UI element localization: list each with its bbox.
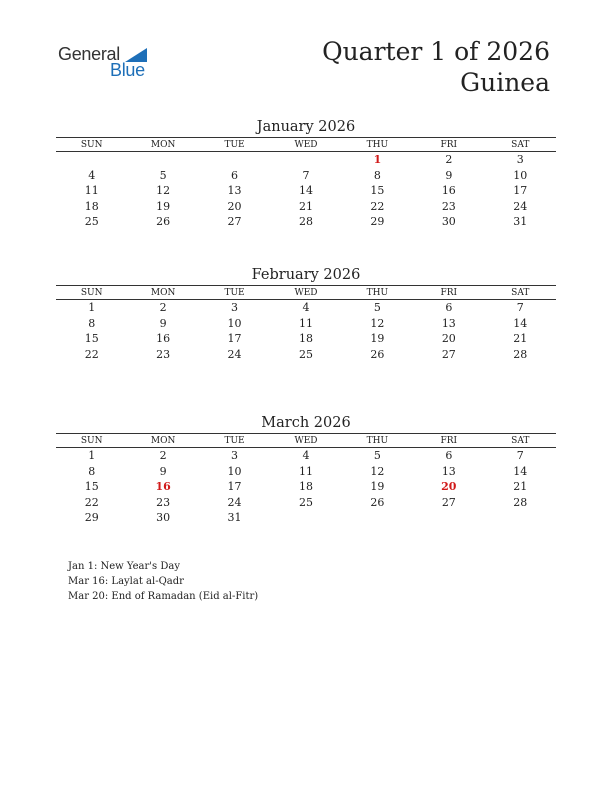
day-cell: 24	[227, 347, 242, 361]
day-cell: 12	[370, 464, 385, 478]
week-row	[56, 347, 556, 363]
week-row	[56, 183, 556, 199]
day-cell: 30	[441, 215, 456, 229]
weekday-header: FRI	[413, 138, 484, 152]
day-cell: 15	[84, 480, 99, 494]
day-cell: 17	[227, 332, 242, 346]
day-cell: 27	[441, 495, 456, 509]
week-row	[56, 464, 556, 480]
month-title: March 2026	[261, 415, 351, 431]
day-cell: 15	[84, 332, 99, 346]
day-cell: 6	[445, 301, 453, 315]
day-cell: 1	[88, 301, 96, 315]
day-cell: 31	[513, 215, 528, 229]
day-cell: 28	[513, 495, 528, 509]
day-cell: 13	[441, 464, 456, 478]
month-grid	[56, 285, 556, 362]
month-calendar	[56, 265, 556, 362]
day-cell: 16	[441, 184, 456, 198]
day-cell: 10	[227, 316, 242, 330]
day-cell: 14	[513, 316, 528, 330]
day-cell: 6	[231, 168, 239, 182]
week-row	[56, 168, 556, 184]
day-cell: 7	[516, 301, 524, 315]
day-cell: 7	[302, 168, 310, 182]
empty-day-cell	[413, 510, 484, 526]
day-cell: 11	[298, 316, 313, 330]
weekday-header: WED	[270, 434, 341, 448]
day-cell: 11	[84, 184, 99, 198]
day-cell: 2	[159, 449, 167, 463]
day-cell: 18	[298, 332, 313, 346]
holiday-note: Jan 1: New Year's Day	[68, 561, 180, 572]
day-cell: 21	[298, 199, 313, 213]
day-cell: 3	[231, 449, 239, 463]
day-cell: 22	[84, 495, 99, 509]
day-cell: 20	[441, 332, 456, 346]
empty-day-cell	[127, 152, 198, 168]
day-cell: 2	[445, 153, 453, 167]
day-cell: 8	[88, 464, 96, 478]
day-cell: 25	[298, 347, 313, 361]
day-cell: 10	[227, 464, 242, 478]
day-cell: 27	[227, 215, 242, 229]
empty-day-cell	[270, 510, 341, 526]
week-row	[56, 479, 556, 495]
weekday-header: TUE	[199, 434, 270, 448]
day-cell: 26	[370, 347, 385, 361]
holiday-day-cell: 1	[373, 153, 382, 167]
logo-text-general: General	[58, 44, 120, 64]
page-title	[322, 36, 550, 98]
weekday-header: THU	[342, 434, 413, 448]
week-row	[56, 495, 556, 511]
day-cell: 7	[516, 449, 524, 463]
week-row	[56, 152, 556, 168]
weekday-header: TUE	[199, 286, 270, 300]
day-cell: 25	[298, 495, 313, 509]
weekday-header: WED	[270, 286, 341, 300]
weekday-header: THU	[342, 286, 413, 300]
empty-day-cell	[270, 152, 341, 168]
day-cell: 22	[84, 347, 99, 361]
day-cell: 4	[302, 449, 310, 463]
day-cell: 12	[370, 316, 385, 330]
day-cell: 29	[370, 215, 385, 229]
day-cell: 19	[370, 332, 385, 346]
day-cell: 25	[84, 215, 99, 229]
weekday-header: MON	[127, 138, 198, 152]
month-grid	[56, 137, 556, 230]
day-cell: 8	[373, 168, 381, 182]
holiday-notes	[68, 559, 258, 604]
day-cell: 31	[227, 511, 242, 525]
week-row	[56, 331, 556, 347]
logo-text-blue: Blue	[110, 60, 145, 80]
title-country: Guinea	[460, 68, 550, 97]
day-cell: 21	[513, 332, 528, 346]
day-cell: 5	[159, 168, 167, 182]
day-cell: 22	[370, 199, 385, 213]
day-cell: 18	[298, 480, 313, 494]
month-grid	[56, 433, 556, 526]
empty-day-cell	[56, 152, 127, 168]
day-cell: 24	[227, 495, 242, 509]
empty-day-cell	[485, 510, 556, 526]
week-row	[56, 214, 556, 230]
empty-day-cell	[199, 152, 270, 168]
day-cell: 21	[513, 480, 528, 494]
weekday-header: SUN	[56, 138, 127, 152]
month-title: January 2026	[256, 119, 356, 135]
day-cell: 20	[227, 199, 242, 213]
day-cell: 4	[302, 301, 310, 315]
week-row	[56, 316, 556, 332]
day-cell: 18	[84, 199, 99, 213]
weekday-header: SUN	[56, 434, 127, 448]
holiday-note: Mar 16: Laylat al-Qadr	[68, 576, 184, 587]
title-quarter: Quarter 1 of 2026	[322, 37, 550, 66]
day-cell: 19	[156, 199, 171, 213]
day-cell: 28	[513, 347, 528, 361]
day-cell: 2	[159, 301, 167, 315]
day-cell: 4	[88, 168, 96, 182]
empty-day-cell	[342, 510, 413, 526]
day-cell: 5	[373, 449, 381, 463]
week-row	[56, 300, 556, 316]
day-cell: 10	[513, 168, 528, 182]
day-cell: 24	[513, 199, 528, 213]
weekday-header: FRI	[413, 434, 484, 448]
day-cell: 9	[445, 168, 453, 182]
month-title: February 2026	[251, 267, 361, 283]
day-cell: 5	[373, 301, 381, 315]
weekday-header: SUN	[56, 286, 127, 300]
day-cell: 9	[159, 464, 167, 478]
week-row	[56, 510, 556, 526]
holiday-note: Mar 20: End of Ramadan (Eid al-Fitr)	[68, 591, 259, 602]
week-row	[56, 199, 556, 215]
month-calendar	[56, 413, 556, 526]
weekday-header: SAT	[485, 138, 556, 152]
day-cell: 6	[445, 449, 453, 463]
day-cell: 28	[298, 215, 313, 229]
day-cell: 26	[370, 495, 385, 509]
day-cell: 11	[298, 464, 313, 478]
day-cell: 15	[370, 184, 385, 198]
day-cell: 1	[88, 449, 96, 463]
month-calendar	[56, 117, 556, 230]
day-cell: 26	[156, 215, 171, 229]
day-cell: 9	[159, 316, 167, 330]
day-cell: 17	[227, 480, 242, 494]
day-cell: 30	[156, 511, 171, 525]
day-cell: 13	[227, 184, 242, 198]
day-cell: 14	[298, 184, 313, 198]
day-cell: 3	[231, 301, 239, 315]
weekday-header: MON	[127, 286, 198, 300]
day-cell: 29	[84, 511, 99, 525]
day-cell: 23	[441, 199, 456, 213]
weekday-header: WED	[270, 138, 341, 152]
day-cell: 19	[370, 480, 385, 494]
weekday-header: SAT	[485, 286, 556, 300]
weekday-header: TUE	[199, 138, 270, 152]
day-cell: 27	[441, 347, 456, 361]
day-cell: 13	[441, 316, 456, 330]
weekday-header: SAT	[485, 434, 556, 448]
holiday-day-cell: 16	[155, 480, 171, 494]
weekday-header: MON	[127, 434, 198, 448]
week-row	[56, 448, 556, 464]
day-cell: 14	[513, 464, 528, 478]
holiday-day-cell: 20	[441, 480, 457, 494]
generalblue-logo	[58, 44, 158, 84]
day-cell: 3	[516, 153, 524, 167]
day-cell: 8	[88, 316, 96, 330]
day-cell: 17	[513, 184, 528, 198]
weekday-header: THU	[342, 138, 413, 152]
day-cell: 12	[156, 184, 171, 198]
day-cell: 23	[156, 495, 171, 509]
day-cell: 23	[156, 347, 171, 361]
weekday-header: FRI	[413, 286, 484, 300]
day-cell: 16	[156, 332, 171, 346]
